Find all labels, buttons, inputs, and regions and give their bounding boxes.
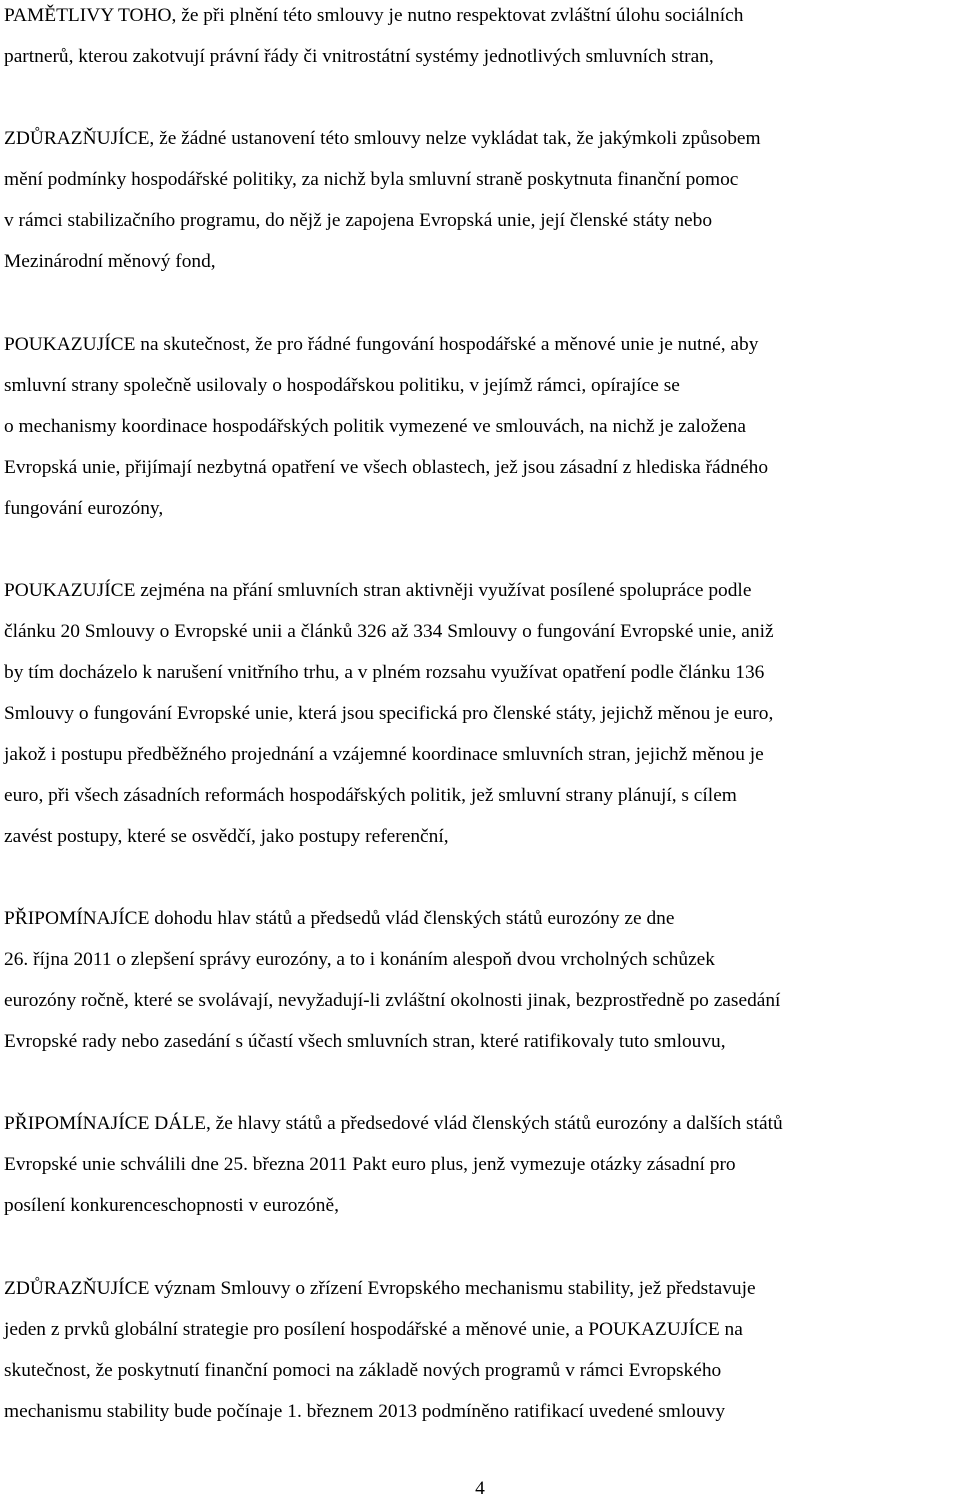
paragraph-line: posílení konkurenceschopnosti v eurozóně, <box>4 1195 339 1216</box>
paragraph-line: euro, při všech zásadních reformách hospodářských politik, jež smluvní strany plánují, s cílem <box>4 785 737 806</box>
paragraph-line: v rámci stabilizačního programu, do nějž je zapojena Evropská unie, její členské státy nebo <box>4 210 713 231</box>
paragraph-line: Smlouvy o fungování Evropské unie, která jsou specifická pro členské státy, jejichž měnou je euro, <box>4 703 774 724</box>
paragraph-line: zavést postupy, které se osvědčí, jako postupy referenční, <box>4 826 449 847</box>
paragraph-line: ZDŮRAZŇUJÍCE význam Smlouvy o zřízení Evropského mechanismu stability, jež představuje <box>4 1278 756 1299</box>
paragraph-line: skutečnost, že poskytnutí finanční pomoci na základě nových programů v rámci Evropského <box>4 1360 722 1381</box>
paragraph-line: mechanismu stability bude počínaje 1. březnem 2013 podmíněno ratifikací uvedené smlouvy <box>4 1401 726 1422</box>
paragraph-line: smluvní strany společně usilovaly o hospodářskou politiku, v jejímž rámci, opírajíce se <box>4 375 680 396</box>
paragraph-line: Evropské unie schválili dne 25. března 2011 Pakt euro plus, jenž vymezuje otázky zásadní pro <box>4 1154 736 1175</box>
paragraph-line: mění podmínky hospodářské politiky, za nichž byla smluvní straně poskytnuta finanční pomoc <box>4 169 739 190</box>
paragraph-line: PŘIPOMÍNAJÍCE dohodu hlav států a předsedů vlád členských států eurozóny ze dne <box>4 908 675 929</box>
paragraph-line: Mezinárodní měnový fond, <box>4 251 216 272</box>
paragraph-line: jeden z prvků globální strategie pro posílení hospodářské a měnové unie, a POUKAZUJÍCE na <box>4 1319 743 1340</box>
paragraph-line: by tím docházelo k narušení vnitřního trhu, a v plném rozsahu využívat opatření podle článku 136 <box>4 662 765 683</box>
paragraph-line: POUKAZUJÍCE zejména na přání smluvních stran aktivněji využívat posílené spolupráce podle <box>4 580 752 601</box>
paragraph-line: 26. října 2011 o zlepšení správy eurozóny, a to i konáním alespoň dvou vrcholných schůzek <box>4 949 715 970</box>
paragraph-line: o mechanismy koordinace hospodářských politik vymezené ve smlouvách, na nichž je založena <box>4 416 746 437</box>
paragraph-line: eurozóny ročně, které se svolávají, nevyžadují-li zvláštní okolnosti jinak, bezprostředně po zasedání <box>4 990 781 1011</box>
paragraph-line: článku 20 Smlouvy o Evropské unii a článků 326 až 334 Smlouvy o fungování Evropské unie, aniž <box>4 621 774 642</box>
paragraph-line: POUKAZUJÍCE na skutečnost, že pro řádné fungování hospodářské a měnové unie je nutné, aby <box>4 334 759 355</box>
paragraph-line: Evropské rady nebo zasedání s účastí všech smluvních stran, které ratifikovaly tuto smlouvu, <box>4 1031 726 1052</box>
paragraph-line: partnerů, kterou zakotvují právní řády či vnitrostátní systémy jednotlivých smluvních stran, <box>4 46 714 67</box>
paragraph-line: PAMĚTLIVY TOHO, že při plnění této smlouvy je nutno respektovat zvláštní úlohu sociálních <box>4 5 744 26</box>
paragraph-line: Evropská unie, přijímají nezbytná opatření ve všech oblastech, jež jsou zásadní z hlediska řádného <box>4 457 769 478</box>
paragraph-line: jakož i postupu předběžného projednání a vzájemné koordinace smluvních stran, jejichž měnou je <box>4 744 764 765</box>
paragraph-line: PŘIPOMÍNAJÍCE DÁLE, že hlavy států a předsedové vlád členských států eurozóny a dalších států <box>4 1113 783 1134</box>
paragraph-line: ZDŮRAZŇUJÍCE, že žádné ustanovení této smlouvy nelze vykládat tak, že jakýmkoli způsobem <box>4 128 761 149</box>
paragraph-line: fungování eurozóny, <box>4 498 164 519</box>
page-number: 4 <box>475 1478 485 1499</box>
